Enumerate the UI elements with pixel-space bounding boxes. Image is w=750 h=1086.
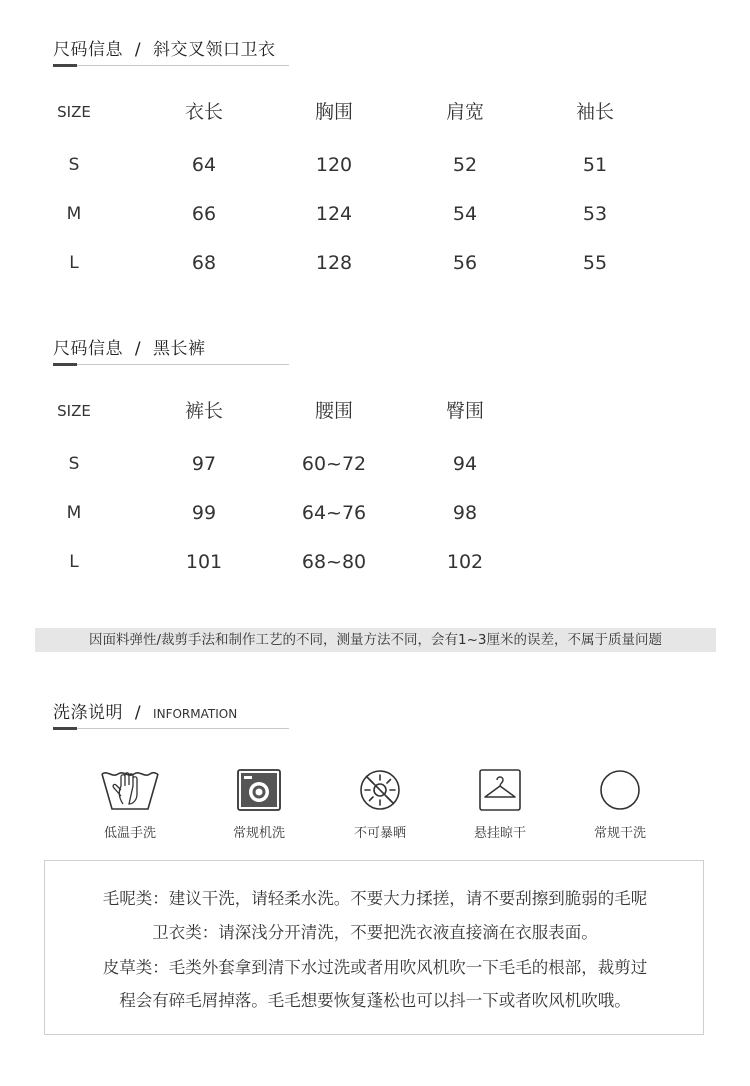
care-line: 程会有碎毛屑掉落。毛毛想要恢复蓬松也可以抖一下或者吹风机吹哦。	[119, 991, 631, 1010]
table-row	[0, 449, 750, 479]
title-separator: /	[134, 40, 142, 60]
table-row	[0, 498, 750, 528]
header-cell: 袖长	[575, 101, 614, 123]
header-cell: 腰围	[314, 400, 353, 422]
dry-clean-icon	[589, 768, 651, 812]
wash-icon-label: 低温手洗	[103, 826, 156, 841]
header-cell: 肩宽	[445, 101, 484, 123]
table-row	[0, 199, 750, 229]
title-accent-bar	[53, 363, 77, 366]
title-accent-bar	[53, 64, 77, 67]
hanger-icon	[469, 768, 531, 812]
table-row	[0, 547, 750, 577]
section-header-wash	[53, 698, 289, 729]
section-title-top	[53, 35, 276, 60]
size-cell: S	[68, 454, 80, 474]
value-cell: 66	[191, 203, 217, 225]
value-cell: 101	[185, 551, 223, 573]
section-subtitle-en: INFORMATION	[153, 707, 238, 721]
value-cell: 120	[315, 154, 353, 176]
title-accent-bar	[53, 727, 77, 730]
value-cell: 53	[582, 203, 608, 225]
value-cell: 124	[315, 203, 353, 225]
value-cell: 68	[191, 252, 217, 274]
wash-icon-item	[70, 768, 190, 841]
table-row	[0, 150, 750, 180]
section-title-cn: 尺码信息	[53, 40, 123, 60]
wash-icon-item	[560, 768, 680, 841]
section-title-cn: 洗涤说明	[53, 703, 123, 723]
wash-icon-item	[199, 768, 319, 841]
size-cell: S	[68, 155, 80, 175]
value-cell: 97	[191, 453, 217, 475]
section-title-wash	[53, 698, 237, 723]
no-sun-icon	[349, 768, 411, 812]
hand-wash-icon	[99, 768, 161, 812]
value-cell: 94	[452, 453, 478, 475]
header-cell: SIZE	[57, 402, 91, 420]
care-line: 皮草类：毛类外套拿到清下水过洗或者用吹风机吹一下毛毛的根部，裁剪过	[102, 958, 648, 977]
size-cell: M	[66, 503, 82, 523]
header-cell: SIZE	[57, 103, 91, 121]
section-header-pants	[53, 334, 289, 365]
value-cell: 54	[452, 203, 478, 225]
section-subtitle: 斜交叉领口卫衣	[153, 40, 276, 60]
value-cell: 56	[452, 252, 478, 274]
value-cell: 64	[191, 154, 217, 176]
section-header-top	[53, 35, 289, 66]
value-cell: 64~76	[301, 502, 367, 524]
value-cell: 52	[452, 154, 478, 176]
section-title-pants	[53, 334, 206, 359]
section-subtitle: 黑长裤	[153, 339, 206, 359]
header-cell: 胸围	[314, 101, 353, 123]
measurement-note: 因面料弹性/裁剪手法和制作工艺的不同，测量方法不同，会有1~3厘米的误差，不属于质量问题	[88, 632, 663, 648]
size-cell: L	[69, 253, 79, 273]
measurement-note-bar	[35, 628, 716, 652]
title-separator: /	[134, 703, 142, 723]
value-cell: 68~80	[301, 551, 367, 573]
value-cell: 51	[582, 154, 608, 176]
size-cell: M	[66, 204, 82, 224]
table-header-row	[0, 97, 750, 127]
wash-icon-label: 常规干洗	[593, 826, 646, 841]
value-cell: 128	[315, 252, 353, 274]
wash-icon-item	[320, 768, 440, 841]
header-cell: 衣长	[184, 101, 223, 123]
table-row	[0, 248, 750, 278]
size-cell: L	[69, 552, 79, 572]
care-line: 毛呢类：建议干洗，请轻柔水洗。不要大力揉搓，请不要刮擦到脆弱的毛呢	[102, 889, 648, 908]
value-cell: 60~72	[301, 453, 367, 475]
header-cell: 臀围	[445, 400, 484, 422]
table-header-row	[0, 396, 750, 426]
wash-icon-label: 常规机洗	[232, 826, 285, 841]
section-title-cn: 尺码信息	[53, 339, 123, 359]
value-cell: 99	[191, 502, 217, 524]
wash-icons-row	[0, 768, 750, 841]
value-cell: 98	[452, 502, 478, 524]
value-cell: 55	[582, 252, 608, 274]
care-instructions-box	[44, 860, 704, 1035]
header-cell: 裤长	[184, 400, 223, 422]
wash-icon-item	[440, 768, 560, 841]
care-line: 卫衣类：请深浅分开清洗，不要把洗衣液直接滴在衣服表面。	[152, 923, 598, 942]
washing-machine-icon	[228, 768, 290, 812]
value-cell: 102	[446, 551, 484, 573]
wash-icon-label: 悬挂晾干	[473, 826, 526, 841]
wash-icon-label: 不可暴晒	[353, 826, 406, 841]
title-separator: /	[134, 339, 142, 359]
